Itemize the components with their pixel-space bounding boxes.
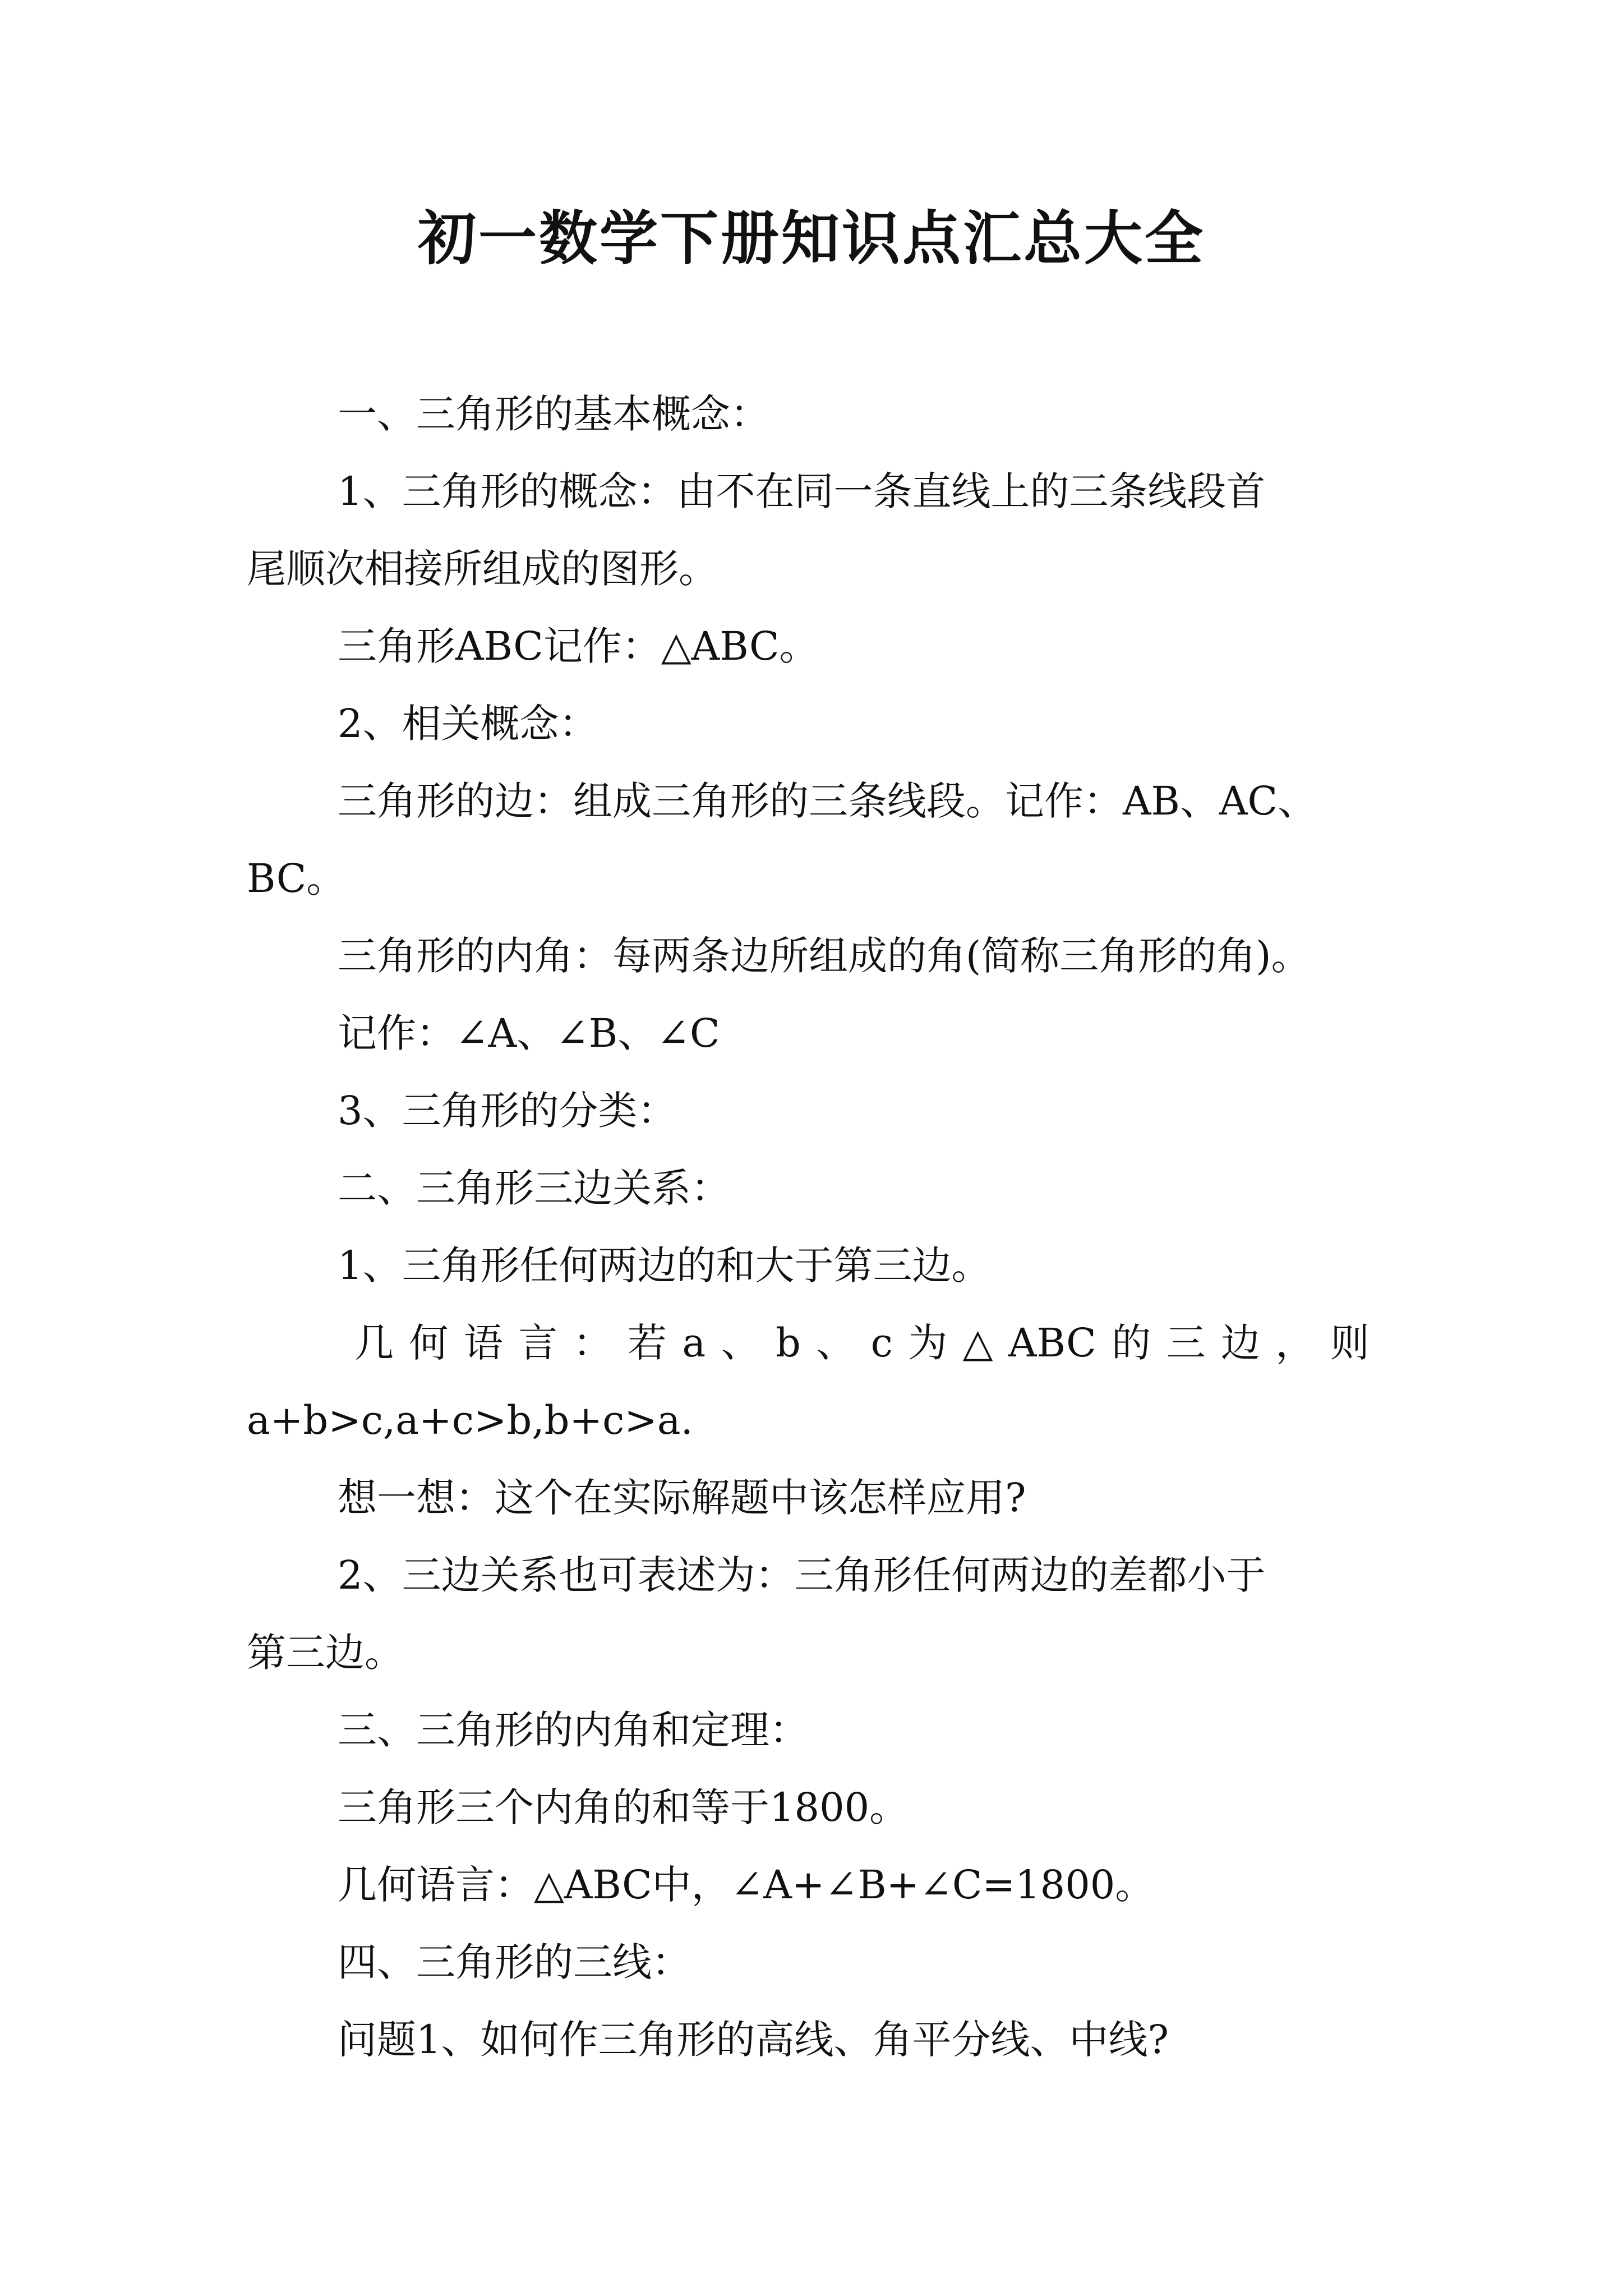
paragraph-line: 1、三角形的概念：由不在同一条直线上的三条线段首 <box>338 468 1266 514</box>
paragraph-line: 2、三边关系也可表述为：三角形任何两边的差都小于 <box>338 1552 1266 1598</box>
justified-token: 若 <box>628 1320 667 1366</box>
section-1-heading: 一、三角形的基本概念： <box>338 391 769 437</box>
justified-token: 边 <box>1220 1320 1260 1366</box>
section-3-heading: 三、三角形的内角和定理： <box>338 1707 809 1753</box>
justified-token: 则 <box>1330 1320 1370 1366</box>
justified-token: b <box>775 1320 801 1366</box>
paragraph-line: 记作：∠A、∠B、∠C <box>338 1010 720 1056</box>
justified-token: ， <box>1275 1320 1315 1366</box>
paragraph-line: 三角形的内角：每两条边所组成的角(简称三角形的角)。 <box>338 933 1311 979</box>
paragraph-line: 三角形三个内角的和等于1800。 <box>338 1784 909 1830</box>
justified-token: 何 <box>409 1320 449 1366</box>
justified-token: a <box>682 1320 706 1366</box>
section-4-heading: 四、三角形的三线： <box>338 1939 691 1985</box>
paragraph-line: 1、三角形任何两边的和大于第三边。 <box>338 1243 991 1289</box>
document-title: 初一数学下册知识点汇总大全 <box>417 204 1205 273</box>
paragraph-line: 三角形ABC记作：△ABC。 <box>338 623 819 669</box>
section-2-heading: 二、三角形三边关系： <box>338 1165 730 1211</box>
paragraph-line: 尾顺次相接所组成的图形。 <box>247 546 718 592</box>
justified-token: △ <box>962 1320 993 1366</box>
justified-token: 语 <box>463 1320 503 1366</box>
paragraph-line: 问题1、如何作三角形的高线、角平分线、中线? <box>338 2017 1169 2063</box>
justified-token: 几 <box>354 1320 394 1366</box>
paragraph-line: 想一想：这个在实际解题中该怎样应用? <box>338 1475 1026 1521</box>
justified-token: 为 <box>908 1320 948 1366</box>
justified-token: 三 <box>1166 1320 1206 1366</box>
justified-token: 、 <box>816 1320 856 1366</box>
justified-token: c <box>870 1320 893 1366</box>
justified-token: 的 <box>1112 1320 1151 1366</box>
paragraph-line: 3、三角形的分类： <box>338 1088 677 1134</box>
paragraph-line: 第三边。 <box>247 1630 404 1676</box>
justified-token: ： <box>573 1320 612 1366</box>
paragraph-line: 几何语言：△ABC中，∠A+∠B+∠C=1800。 <box>338 1862 1155 1908</box>
justified-token: ABC <box>1008 1320 1096 1366</box>
paragraph-line: BC。 <box>247 855 346 901</box>
paragraph-line: a+b>c,a+c>b,b+c>a. <box>247 1397 693 1443</box>
justified-token: 言 <box>518 1320 558 1366</box>
paragraph-line: 2、相关概念： <box>338 701 598 747</box>
paragraph-line: 三角形的边：组成三角形的三条线段。记作：AB、AC、 <box>338 778 1317 824</box>
geometry-language-line <box>354 1316 1370 1370</box>
justified-token: 、 <box>721 1320 760 1366</box>
